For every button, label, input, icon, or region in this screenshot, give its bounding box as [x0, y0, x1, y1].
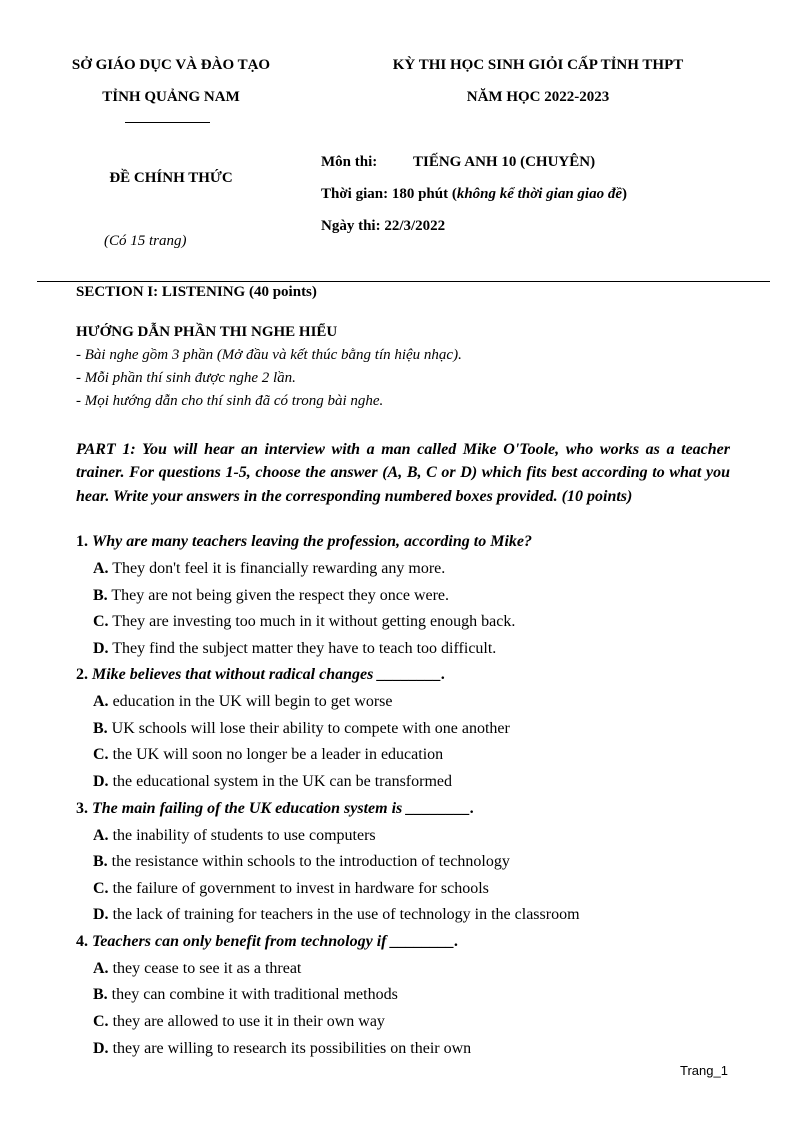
listening-guide-title: HƯỚNG DẪN PHẦN THI NGHE HIỂU — [76, 324, 338, 340]
option-1a: A. They don't feel it is financially rewarding any more. — [93, 560, 446, 577]
option-4b: B. they can combine it with traditional methods — [93, 986, 398, 1003]
section-title: SECTION I: LISTENING (40 points) — [76, 284, 317, 300]
option-1b: B. They are not being given the respect they once were. — [93, 587, 450, 604]
header-divider — [37, 281, 770, 282]
province-name: TỈNH QUẢNG NAM — [102, 89, 240, 105]
option-2c: C. the UK will soon no longer be a leader in education — [93, 746, 444, 763]
option-2b: B. UK schools will lose their ability to compete with one another — [93, 720, 510, 737]
question-3: 3. The main failing of the UK education system is ________. — [76, 800, 475, 817]
question-2: 2. Mike believes that without radical changes ________. — [76, 666, 446, 683]
page-number: Trang_1 — [680, 1063, 728, 1078]
page-count-note: (Có 15 trang) — [104, 233, 187, 249]
official-exam-label: ĐỀ CHÍNH THỨC — [109, 170, 233, 186]
option-4d: D. they are willing to research its possibilities on their own — [93, 1040, 472, 1057]
option-1c: C. They are investing too much in it without getting enough back. — [93, 613, 516, 630]
option-4a: A. they cease to see it as a threat — [93, 960, 302, 977]
exam-date: Ngày thi: 22/3/2022 — [321, 218, 446, 234]
guide-line: - Bài nghe gồm 3 phần (Mở đầu và kết thúc bằng tín hiệu nhạc). — [76, 347, 462, 363]
option-1d: D. They find the subject matter they have to teach too difficult. — [93, 640, 497, 657]
option-3a: A. the inability of students to use computers — [93, 827, 376, 844]
header-underline — [125, 122, 210, 123]
exam-duration: Thời gian: 180 phút (không kể thời gian giao đề) — [321, 186, 627, 202]
option-4c: C. they are allowed to use it in their own way — [93, 1013, 385, 1030]
option-2d: D. the educational system in the UK can be transformed — [93, 773, 453, 790]
option-2a: A. education in the UK will begin to get worse — [93, 693, 393, 710]
department-name: SỞ GIÁO DỤC VÀ ĐÀO TẠO — [71, 57, 271, 73]
option-3b: B. the resistance within schools to the introduction of technology — [93, 853, 510, 870]
guide-line: - Mọi hướng dẫn cho thí sinh đã có trong bài nghe. — [76, 393, 384, 409]
subject-value: TIẾNG ANH 10 (CHUYÊN) — [413, 154, 596, 170]
question-1: 1. Why are many teachers leaving the profession, according to Mike? — [76, 533, 532, 550]
guide-line: - Mỗi phần thí sinh được nghe 2 lần. — [76, 370, 296, 386]
exam-title: KỲ THI HỌC SINH GIỎI CẤP TỈNH THPT — [392, 57, 684, 73]
option-3c: C. the failure of government to invest in hardware for schools — [93, 880, 489, 897]
question-4: 4. Teachers can only benefit from technology if ________. — [76, 933, 459, 950]
subject-label: Môn thi: — [321, 154, 378, 170]
part1-instruction: PART 1: You will hear an interview with a man called Mike O'Toole, who works as a teacher trainer. For questions 1-5, choose the answer (A, B, C or D) which fits best according to what you hear. Write your answers in the corresponding numbered boxes provided. (10 points) — [76, 441, 730, 505]
option-3d: D. the lack of training for teachers in the use of technology in the classroom — [93, 906, 580, 923]
school-year: NĂM HỌC 2022-2023 — [466, 89, 610, 105]
